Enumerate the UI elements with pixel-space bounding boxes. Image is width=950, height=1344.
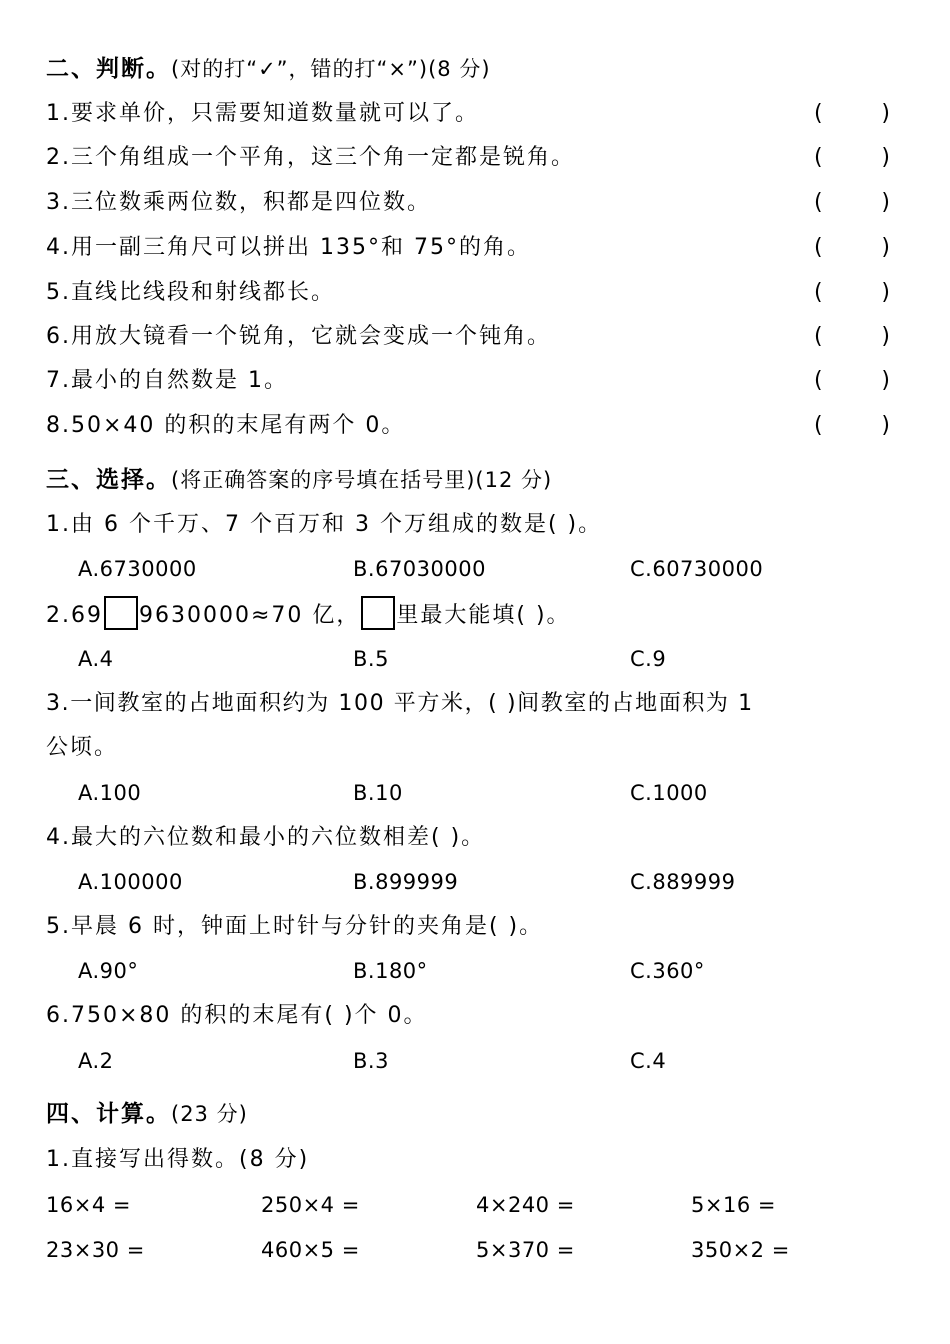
choice-q2 bbox=[46, 599, 910, 633]
q4-option-a[interactable]: A.100000 bbox=[78, 870, 183, 894]
q1-option-b[interactable]: B.67030000 bbox=[353, 557, 486, 581]
section4-note: (23 分) bbox=[171, 1102, 248, 1126]
calc-r2-c3[interactable]: 5×370 = bbox=[476, 1238, 575, 1262]
q6-option-c[interactable]: C.4 bbox=[630, 1049, 667, 1073]
judge-item-2: 2.三个角组成一个平角，这三个角一定都是锐角。 bbox=[46, 145, 575, 170]
q1-option-a[interactable]: A.6730000 bbox=[78, 557, 197, 581]
q4-option-c[interactable]: C.889999 bbox=[630, 870, 736, 894]
paren-close: ) bbox=[881, 368, 890, 393]
choice-q3-line1: 3.一间教室的占地面积约为 100 平方米，( )间教室的占地面积为 1 bbox=[46, 691, 754, 716]
section3-note: (将正确答案的序号填在括号里)(12 分) bbox=[171, 468, 553, 492]
paren-open: ( bbox=[814, 324, 823, 349]
judge-item-7: 7.最小的自然数是 1。 bbox=[46, 368, 288, 393]
section2-title: 二、判断。 bbox=[46, 56, 171, 82]
judge-item-4: 4.用一副三角尺可以拼出 135°和 75°的角。 bbox=[46, 235, 531, 260]
section2-heading bbox=[46, 54, 910, 84]
q2-blank-box-2[interactable] bbox=[361, 596, 395, 630]
judge-item-5: 5.直线比线段和射线都长。 bbox=[46, 280, 335, 305]
calc-r1-c4[interactable]: 5×16 = bbox=[691, 1193, 776, 1217]
q5-option-b[interactable]: B.180° bbox=[353, 959, 428, 983]
q6-option-b[interactable]: B.3 bbox=[353, 1049, 389, 1073]
choice-q5: 5.早晨 6 时，钟面上时针与分针的夹角是( )。 bbox=[46, 914, 544, 939]
answer-blank-2[interactable] bbox=[814, 143, 890, 173]
section3-title: 三、选择。 bbox=[46, 467, 171, 493]
choice-q3-line2: 公顷。 bbox=[46, 735, 119, 760]
q5-option-c[interactable]: C.360° bbox=[630, 959, 705, 983]
paren-close: ) bbox=[881, 324, 890, 349]
answer-blank-1[interactable] bbox=[814, 99, 890, 129]
q6-option-a[interactable]: A.2 bbox=[78, 1049, 114, 1073]
paren-close: ) bbox=[881, 101, 890, 126]
q3-option-a[interactable]: A.100 bbox=[78, 781, 142, 805]
paren-close: ) bbox=[881, 190, 890, 215]
answer-blank-4[interactable] bbox=[814, 233, 890, 263]
answer-blank-6[interactable] bbox=[814, 322, 890, 352]
paren-open: ( bbox=[814, 101, 823, 126]
q2-blank-box-1[interactable] bbox=[104, 596, 138, 630]
calc-r2-c4[interactable]: 350×2 = bbox=[691, 1238, 790, 1262]
q2-middle: 9630000≈70 亿， bbox=[138, 603, 361, 628]
answer-blank-3[interactable] bbox=[814, 188, 890, 218]
q2-option-c[interactable]: C.9 bbox=[630, 647, 667, 671]
sub1-title: 1.直接写出得数。 bbox=[46, 1147, 239, 1172]
judge-item-1: 1.要求单价，只需要知道数量就可以了。 bbox=[46, 101, 479, 126]
paren-open: ( bbox=[814, 235, 823, 260]
section4-sub1 bbox=[46, 1145, 910, 1175]
q2-option-a[interactable]: A.4 bbox=[78, 647, 114, 671]
paren-open: ( bbox=[814, 190, 823, 215]
paren-open: ( bbox=[814, 280, 823, 305]
choice-q6: 6.750×80 的积的末尾有( )个 0。 bbox=[46, 1003, 428, 1028]
q4-option-b[interactable]: B.899999 bbox=[353, 870, 459, 894]
q1-option-c[interactable]: C.60730000 bbox=[630, 557, 764, 581]
paren-close: ) bbox=[881, 235, 890, 260]
calc-r1-c1[interactable]: 16×4 = bbox=[46, 1193, 131, 1217]
q2-option-b[interactable]: B.5 bbox=[353, 647, 389, 671]
paren-open: ( bbox=[814, 145, 823, 170]
calc-r1-c3[interactable]: 4×240 = bbox=[476, 1193, 575, 1217]
q3-option-c[interactable]: C.1000 bbox=[630, 781, 708, 805]
judge-item-3: 3.三位数乘两位数，积都是四位数。 bbox=[46, 190, 431, 215]
answer-blank-7[interactable] bbox=[814, 366, 890, 396]
sub1-note: (8 分) bbox=[239, 1147, 310, 1172]
judge-item-8: 8.50×40 的积的末尾有两个 0。 bbox=[46, 413, 406, 438]
calc-r1-c2[interactable]: 250×4 = bbox=[261, 1193, 360, 1217]
q2-prefix: 2.69 bbox=[46, 603, 103, 628]
answer-blank-5[interactable] bbox=[814, 278, 890, 308]
section4-heading bbox=[46, 1099, 910, 1129]
q2-suffix: 里最大能填( )。 bbox=[396, 603, 571, 628]
paren-close: ) bbox=[881, 145, 890, 170]
section4-title: 四、计算。 bbox=[46, 1101, 171, 1127]
choice-q4: 4.最大的六位数和最小的六位数相差( )。 bbox=[46, 825, 486, 850]
section3-heading bbox=[46, 465, 910, 495]
paren-close: ) bbox=[881, 413, 890, 438]
choice-q1: 1.由 6 个千万、7 个百万和 3 个万组成的数是( )。 bbox=[46, 512, 603, 537]
calc-r2-c2[interactable]: 460×5 = bbox=[261, 1238, 360, 1262]
judge-item-6: 6.用放大镜看一个锐角，它就会变成一个钝角。 bbox=[46, 324, 551, 349]
paren-open: ( bbox=[814, 368, 823, 393]
paren-close: ) bbox=[881, 280, 890, 305]
section2-note: (对的打“✓”，错的打“×”)(8 分) bbox=[171, 57, 491, 81]
calc-r2-c1[interactable]: 23×30 = bbox=[46, 1238, 145, 1262]
answer-blank-8[interactable] bbox=[814, 411, 890, 441]
q5-option-a[interactable]: A.90° bbox=[78, 959, 139, 983]
q3-option-b[interactable]: B.10 bbox=[353, 781, 403, 805]
paren-open: ( bbox=[814, 413, 823, 438]
